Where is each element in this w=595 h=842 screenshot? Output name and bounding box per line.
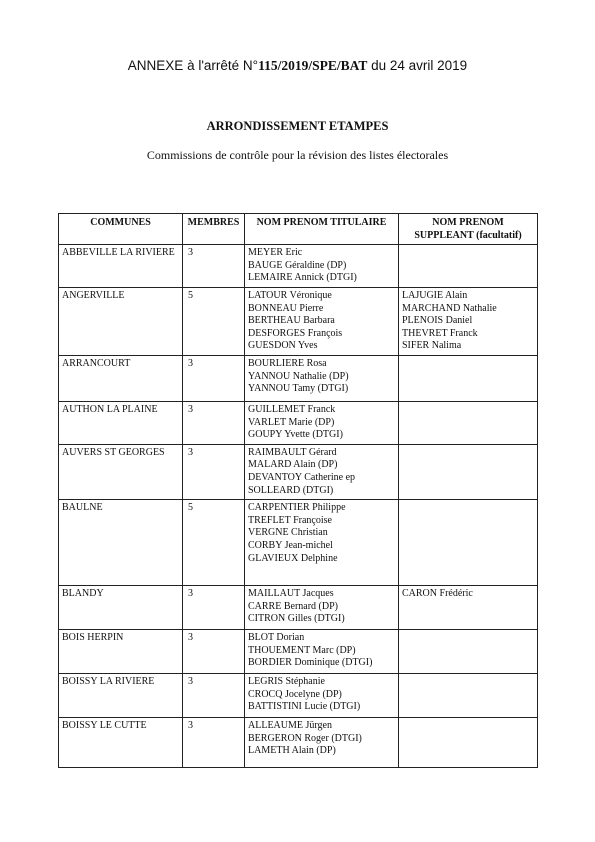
titulaire-name: CITRON Gilles (DTGI) [248,613,345,625]
titulaire-name: BORDIER Dominique (DTGI) [248,657,373,669]
membres-cell: 3 [183,245,245,288]
titulaire-name: BLOT Dorian [248,632,305,644]
titulaire-name: RAIMBAULT Gérard [248,446,337,458]
annexe-header [0,58,595,74]
suppleants-cell [399,718,538,768]
titulaires-cell [245,401,399,444]
commune-cell: BOIS HERPIN [59,630,183,674]
membres-cell: 3 [183,674,245,718]
suppleant-name: MARCHAND Nathalie [402,302,497,314]
header-communes: COMMUNES [59,214,183,245]
page-title: ARRONDISSEMENT ETAMPES [206,119,389,133]
table-row [59,287,538,355]
titulaires-cell [245,674,399,718]
commune-cell: BLANDY [59,586,183,630]
commune-cell: ANGERVILLE [59,287,183,355]
titulaire-name: BERTHEAU Barbara [248,315,335,327]
titulaire-name: VARLET Marie (DP) [248,416,335,428]
commune-cell: BAULNE [59,500,183,586]
titulaire-name: BAUGE Géraldine (DP) [248,259,347,271]
suppleants-cell [399,674,538,718]
membres-cell: 5 [183,287,245,355]
membres-cell: 3 [183,355,245,401]
table-header-row [59,214,538,245]
commune-cell: AUVERS ST GEORGES [59,444,183,499]
suppleant-name: SIFER Nalima [402,340,462,352]
titulaire-name: DEVANTOY Catherine ep [248,471,356,483]
commune-cell: ARRANCOURT [59,355,183,401]
membres-cell: 5 [183,500,245,586]
titulaires-cell [245,718,399,768]
commune-cell: ABBEVILLE LA RIVIERE [59,245,183,288]
membres-cell: 3 [183,586,245,630]
titulaire-name: BERGERON Roger (DTGI) [248,732,362,744]
annexe-prefix: ANNEXE à l'arrêté N° [127,58,259,73]
suppleant-name: CARON Frédéric [402,588,473,600]
titulaire-name: LATOUR Véronique [248,289,332,301]
suppleants-cell [399,287,538,355]
titulaire-name: TREFLET Françoise [248,514,332,526]
table-row [59,718,538,768]
titulaires-cell [245,355,399,401]
titulaire-name: ALLEAUME Jürgen [248,720,332,732]
membres-cell: 3 [183,444,245,499]
titulaire-name: THOUEMENT Marc (DP) [248,644,356,656]
membres-cell: 3 [183,630,245,674]
titulaire-name: MEYER Eric [248,247,303,259]
commune-cell: BOISSY LE CUTTE [59,718,183,768]
header-suppleant: NOM PRENOM SUPPLEANT (facultatif) [399,214,538,245]
suppleant-name: LAJUGIE Alain [402,289,468,301]
suppleant-name: PLENOIS Daniel [402,315,473,327]
table-row [59,500,538,586]
header-membres: MEMBRES [183,214,245,245]
titulaire-name: CARRE Bernard (DP) [248,600,338,612]
titulaire-name: SOLLEARD (DTGI) [248,484,334,496]
commune-cell: AUTHON LA PLAINE [59,401,183,444]
titulaire-name: GOUPY Yvette (DTGI) [248,429,343,441]
membres-cell: 3 [183,401,245,444]
titulaire-name: GUILLEMET Franck [248,403,336,415]
titulaires-cell [245,245,399,288]
suppleants-cell [399,586,538,630]
titulaire-name: LEMAIRE Annick (DTGI) [248,272,357,284]
titulaire-name: YANNOU Tamy (DTGI) [248,383,349,395]
suppleants-cell [399,245,538,288]
titulaire-name: CROCQ Jocelyne (DP) [248,688,342,700]
titulaire-name: GUESDON Yves [248,340,318,352]
titulaire-name: CARPENTIER Philippe [248,502,346,514]
titulaire-name: GLAVIEUX Delphine [248,552,338,564]
page-subtitle: Commissions de contrôle pour la révision des listes électorales [146,148,449,162]
titulaire-name: BOURLIERE Rosa [248,357,327,369]
suppleants-cell [399,355,538,401]
titulaire-name: YANNOU Nathalie (DP) [248,370,349,382]
table-row [59,401,538,444]
titulaire-name: LAMETH Alain (DP) [248,745,336,757]
annexe-number: 115/2019/SPE/BAT [258,58,368,73]
commissions-table [58,213,538,768]
table-row [59,630,538,674]
suppleants-cell [399,500,538,586]
titulaire-name: CORBY Jean-michel [248,539,333,551]
titulaires-cell [245,500,399,586]
titulaires-cell [245,287,399,355]
header-titulaire: NOM PRENOM TITULAIRE [245,214,399,245]
membres-cell: 3 [183,718,245,768]
table-row [59,444,538,499]
table-row [59,674,538,718]
annexe-date: du 24 avril 2019 [367,58,468,73]
titulaire-name: MALARD Alain (DP) [248,459,338,471]
titulaires-cell [245,630,399,674]
titulaire-name: VERGNE Christian [248,527,328,539]
table-row [59,355,538,401]
table-row [59,586,538,630]
titulaires-cell [245,586,399,630]
suppleants-cell [399,444,538,499]
titulaire-name: MAILLAUT Jacques [248,588,334,600]
titulaire-name: BATTISTINI Lucie (DTGI) [248,701,361,713]
titulaires-cell [245,444,399,499]
commune-cell: BOISSY LA RIVIERE [59,674,183,718]
suppleant-name: THEVRET Franck [402,327,478,339]
suppleants-cell [399,401,538,444]
titulaire-name: LEGRIS Stéphanie [248,676,325,688]
suppleants-cell [399,630,538,674]
titulaire-name: DESFORGES François [248,327,343,339]
table-row [59,245,538,288]
titulaire-name: BONNEAU Pierre [248,302,324,314]
